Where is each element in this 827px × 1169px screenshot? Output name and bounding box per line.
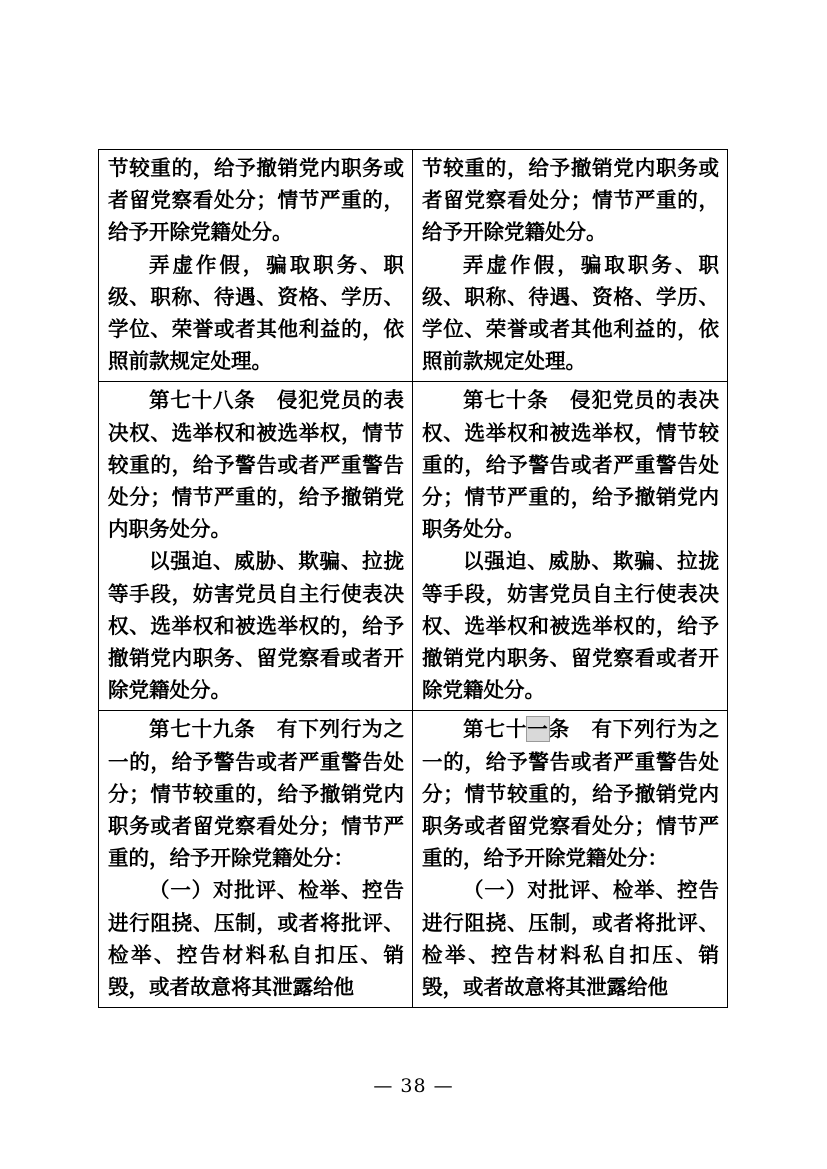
article-number-part: 条 <box>548 717 571 742</box>
article-number: 第七十八条 <box>149 388 256 413</box>
paragraph: 弄虚作假，骗取职务、职级、职称、待遇、资格、学历、学位、荣誉或者其他利益的，依照前款规定处理。 <box>108 252 404 374</box>
comparison-table <box>98 149 728 1008</box>
left-cell <box>99 150 413 382</box>
article-number: 第七十条 <box>463 388 549 413</box>
list-item: （一）对批评、检举、控告进行阻挠、压制，或者将批评、检举、控告材料私自扣压、销毁，或者故意将其泄露给他 <box>108 878 404 1000</box>
article-body: 侵犯党员的表决权、选举权和被选举权，情节较重的，给予警告或者严重警告处分；情节严重的，给予撤销党内职务处分。 <box>422 388 720 542</box>
right-cell <box>413 150 728 382</box>
article-number-part: 第七十 <box>463 717 528 742</box>
article-paragraph <box>108 384 404 545</box>
paragraph: 节较重的，给予撤销党内职务或者留党察看处分；情节严重的，给予开除党籍处分。 <box>422 156 719 245</box>
article-paragraph <box>422 384 719 545</box>
page-number: — 38 — <box>373 1075 454 1097</box>
list-item: （一）对批评、检举、控告进行阻挠、压制，或者将批评、检举、控告材料私自扣压、销毁，或者故意将其泄露给他 <box>422 878 719 1000</box>
left-cell <box>99 382 413 711</box>
right-cell <box>413 382 728 711</box>
paragraph: 以强迫、威胁、欺骗、拉拢等手段，妨害党员自主行使表决权、选举权和被选举权的，给予撤销党内职务、留党察看或者开除党籍处分。 <box>422 549 719 703</box>
paragraph: 弄虚作假，骗取职务、职级、职称、待遇、资格、学历、学位、荣誉或者其他利益的，依照前款规定处理。 <box>422 252 719 374</box>
article-number: 第七十九条 <box>149 717 256 742</box>
table-row <box>99 150 728 382</box>
article-paragraph <box>422 713 719 874</box>
left-cell <box>99 711 413 1008</box>
right-cell <box>413 711 728 1008</box>
article-paragraph <box>108 713 404 874</box>
paragraph: 节较重的，给予撤销党内职务或者留党察看处分；情节严重的，给予开除党籍处分。 <box>108 156 404 245</box>
table-row <box>99 711 728 1008</box>
article-body: 有下列行为之一的，给予警告或者严重警告处分；情节较重的，给予撤销党内职务或者留党察看处分；情节严重的，给予开除党籍处分： <box>108 717 405 871</box>
highlighted-text: 一 <box>527 717 549 742</box>
paragraph: 以强迫、威胁、欺骗、拉拢等手段，妨害党员自主行使表决权、选举权和被选举权的，给予撤销党内职务、留党察看或者开除党籍处分。 <box>108 549 404 703</box>
article-body: 侵犯党员的表决权、选举权和被选举权，情节较重的，给予警告或者严重警告处分；情节严重的，给予撤销党内职务处分。 <box>108 388 405 542</box>
table-row <box>99 382 728 711</box>
article-body: 有下列行为之一的，给予警告或者严重警告处分；情节较重的，给予撤销党内职务或者留党察看处分；情节严重的，给予开除党籍处分： <box>422 717 720 871</box>
article-number <box>463 717 570 741</box>
